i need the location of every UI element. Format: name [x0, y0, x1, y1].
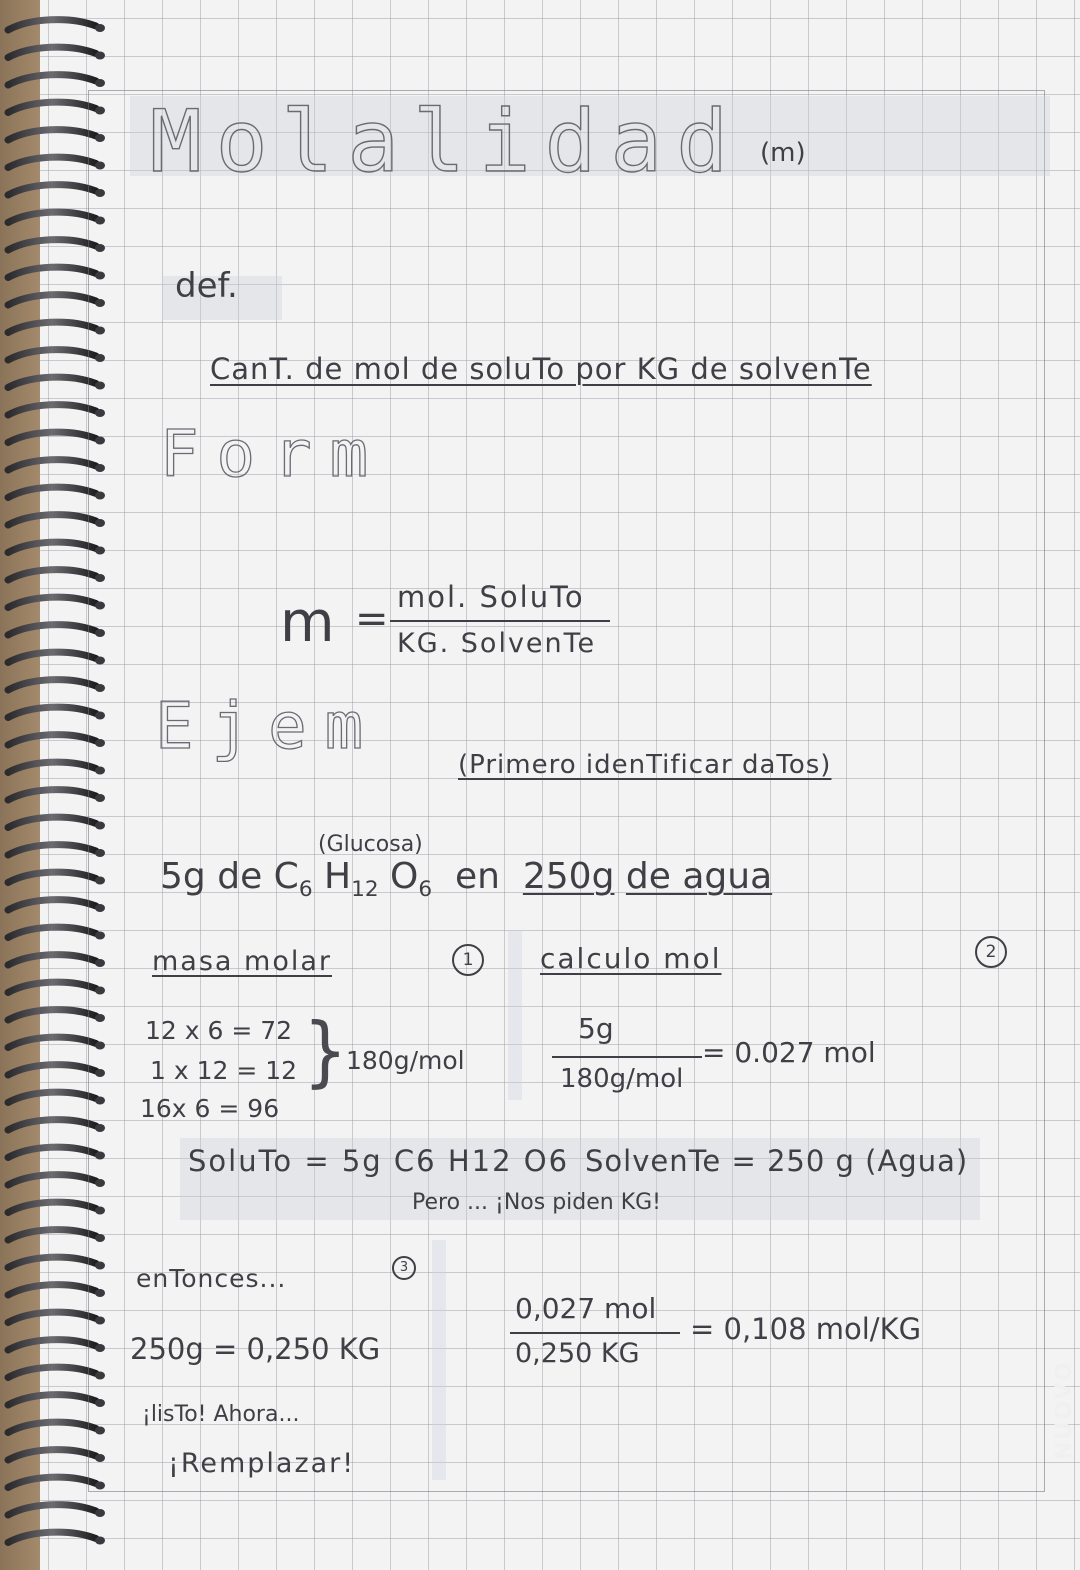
remplazar-text: ¡Remplazar! [168, 1448, 356, 1479]
example-note: (Primero idenTificar daTos) [458, 750, 832, 780]
problem-en: en [455, 856, 500, 897]
formula-c-sub: 6 [298, 877, 313, 903]
step2-fraction-bar [552, 1056, 702, 1058]
formula-h: H [324, 856, 352, 897]
brand-watermark: NUOVO [1052, 1360, 1077, 1460]
note-kg: Pero ... ¡Nos piden KG! [412, 1190, 662, 1215]
column-separator-1 [508, 930, 522, 1100]
final-result: = 0,108 mol/KG [690, 1312, 922, 1346]
formula-o-sub: 6 [418, 877, 433, 903]
formula-h-sub: 12 [351, 877, 379, 903]
formula-fraction-bar [390, 620, 610, 622]
step3-numerator: 0,027 mol [515, 1292, 657, 1325]
step1-label: masa molar [152, 946, 333, 977]
molar-mass-result: 180g/mol [346, 1046, 465, 1075]
formula-numerator: mol. SoluTo [397, 580, 585, 614]
entonces-label: enTonces... [136, 1264, 287, 1293]
formula-heading: Form [160, 418, 387, 492]
kg-conversion: 250g = 0,250 KG [130, 1332, 381, 1366]
problem-water-mass: 250g [522, 856, 615, 897]
step2-denominator: 180g/mol [560, 1064, 684, 1094]
problem-statement [160, 856, 772, 902]
step2-number: 2 [975, 936, 1007, 968]
title-symbol: (m) [760, 138, 806, 168]
definition-label: def. [175, 266, 238, 306]
problem-mass: 5g [160, 856, 206, 897]
molar-mass-line-2: 1 x 12 = 12 [150, 1056, 298, 1085]
formula-symbol: m [280, 590, 335, 655]
step1-number: 1 [452, 944, 484, 976]
column-separator-2 [432, 1240, 446, 1480]
formula-equals: = [355, 596, 389, 642]
problem-de-agua: de agua [625, 856, 773, 897]
step2-result: = 0.027 mol [702, 1036, 876, 1069]
problem-de: de [217, 856, 263, 897]
listo-text: ¡lisTo! Ahora... [142, 1402, 300, 1427]
spiral-binding [0, 0, 110, 1570]
solute-line: SoluTo = 5g C6 H12 O6 [188, 1144, 570, 1178]
formula-denominator: KG. SolvenTe [397, 628, 597, 659]
formula-o: O [390, 856, 419, 897]
step3-number: 3 [392, 1256, 416, 1280]
step3-denominator: 0,250 KG [515, 1338, 640, 1369]
example-heading: Ejem [155, 690, 382, 764]
step2-label: calculo mol [540, 942, 722, 975]
page-title: Molalidad [150, 92, 742, 192]
definition-text: CanT. de mol de soluTo por KG de solvenTe [210, 352, 872, 386]
solvent-line: SolvenTe = 250 g (Agua) [585, 1144, 969, 1178]
molar-mass-line-1: 12 x 6 = 72 [145, 1016, 293, 1045]
problem-formula [273, 856, 433, 903]
step2-numerator: 5g [578, 1012, 614, 1045]
step3-fraction-bar [510, 1332, 680, 1334]
formula-c: C [273, 856, 299, 897]
glucose-label: (Glucosa) [318, 832, 423, 857]
brace: } [303, 1005, 348, 1097]
molar-mass-line-3: 16x 6 = 96 [140, 1094, 280, 1123]
